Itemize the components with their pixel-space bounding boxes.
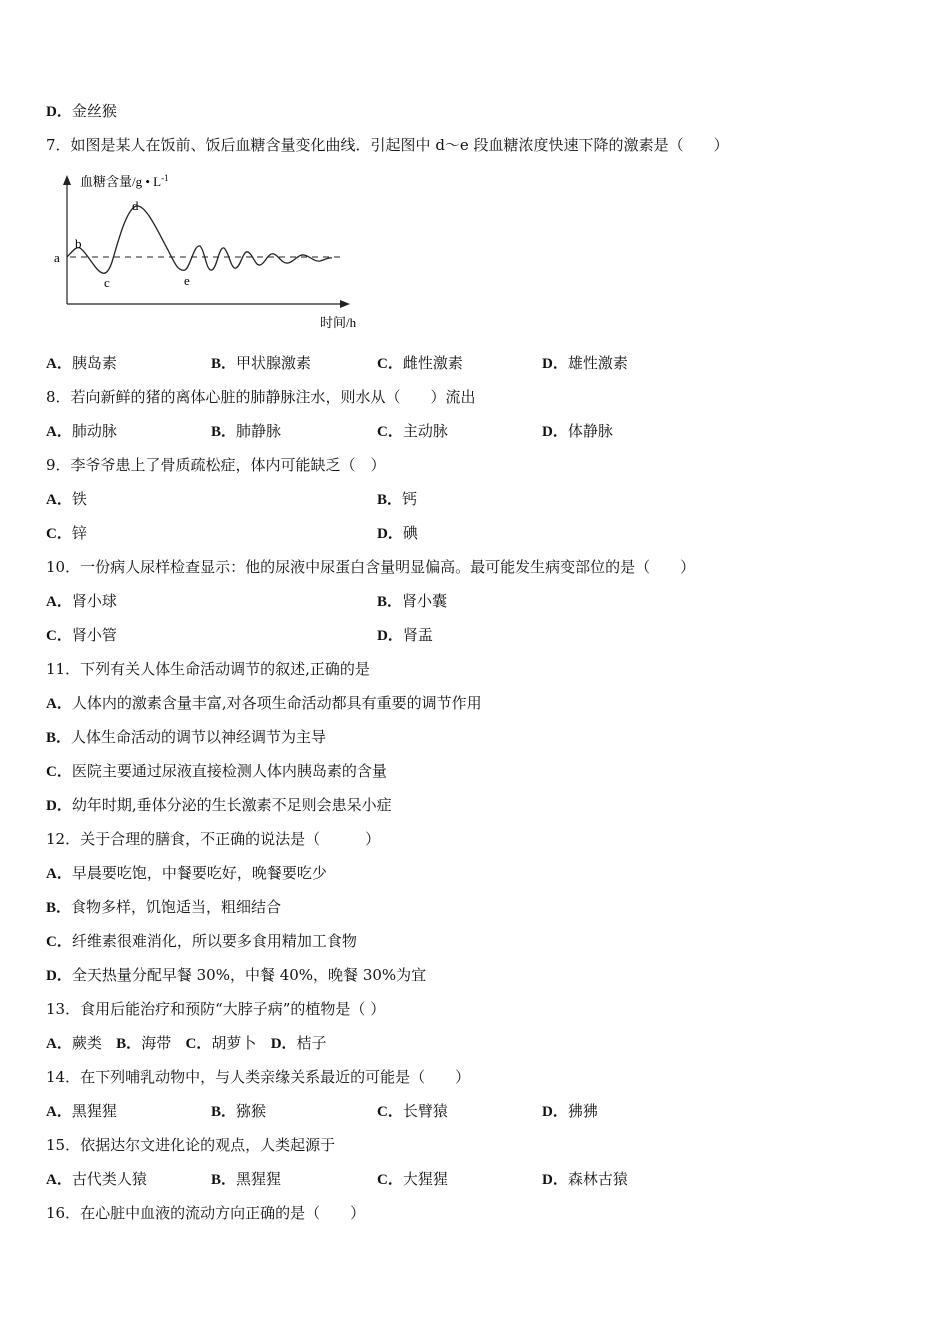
option-label: D． (270, 1036, 297, 1052)
option-text: 纤维素很难消化，所以要多食用精加工食物 (71, 932, 357, 950)
q7-stem: 7．如图是某人在饭前、饭后血糖含量变化曲线．引起图中 d～e 段血糖浓度快速下降的激素是（ ） (46, 136, 729, 154)
q9-option-b (377, 489, 417, 510)
q8-option-c (377, 421, 448, 442)
option-text: 肾小囊 (402, 592, 448, 610)
option-text: 海带 (141, 1034, 172, 1052)
option-label: A． (46, 696, 72, 712)
option-label: D． (542, 424, 568, 440)
option-label: A． (46, 492, 72, 508)
q11-option-b (46, 727, 326, 748)
option-label: A． (46, 424, 72, 440)
q10-option-d (377, 625, 433, 646)
option-label: B． (46, 900, 72, 916)
q13-options (46, 1033, 327, 1054)
point-label-d: d (132, 198, 139, 213)
option-text: 食物多样，饥饱适当，粗细结合 (71, 898, 282, 916)
option-label: A． (46, 594, 72, 610)
option-label: C． (46, 628, 72, 644)
x-axis-label: 时间/h (320, 315, 357, 330)
q9-option-c (46, 523, 87, 544)
q14-stem: 14．在下列哺乳动物中，与人类亲缘关系最近的可能是（ ） (46, 1068, 471, 1086)
q10-stem: 10．一份病人尿样检查显示：他的尿液中尿蛋白含量明显偏高。最可能发生病变部位的是（ ） (46, 558, 696, 576)
option-text: 森林古猿 (567, 1170, 628, 1188)
q12-option-d (46, 965, 426, 986)
option-text: 体静脉 (567, 422, 613, 440)
option-text: 蕨类 (71, 1034, 102, 1052)
option-text: 主动脉 (402, 422, 448, 440)
option-label: A． (46, 866, 72, 882)
option-label: B． (211, 424, 237, 440)
q8-option-b (211, 421, 281, 442)
q8-option-a (46, 421, 117, 442)
y-axis-label (80, 173, 169, 189)
q12-option-c (46, 931, 357, 952)
q11-option-d (46, 795, 392, 816)
option-label: A． (46, 356, 72, 372)
option-text: 狒狒 (567, 1102, 598, 1120)
y-axis-arrow (63, 175, 71, 185)
q15-stem: 15．依据达尔文进化论的观点，人类起源于 (46, 1136, 336, 1154)
option-label: A． (46, 1104, 72, 1120)
option-text: 碘 (402, 524, 418, 542)
option-label: D． (542, 356, 568, 372)
option-text: 金丝猴 (71, 102, 117, 120)
q15-option-d (542, 1169, 628, 1190)
point-label-c: c (104, 275, 110, 290)
option-text: 猕猴 (236, 1102, 267, 1120)
q9-option-d (377, 523, 418, 544)
option-text: 锌 (71, 524, 87, 542)
option-label: B． (377, 492, 403, 508)
y-axis-label-text: 血糖含量/g • L (80, 174, 162, 189)
option-text: 大猩猩 (402, 1170, 448, 1188)
point-label-a: a (54, 250, 60, 265)
option-label: B． (46, 730, 72, 746)
option-text: 肾小球 (71, 592, 117, 610)
option-text: 肺静脉 (236, 422, 282, 440)
option-text: 全天热量分配早餐 30%，中餐 40%，晚餐 30%为宜 (71, 966, 427, 984)
q15-option-a (46, 1169, 147, 1190)
option-label: A． (46, 1172, 72, 1188)
q14-option-c (377, 1101, 448, 1122)
q14-option-d (542, 1101, 598, 1122)
option-text: 人体内的激素含量丰富,对各项生命活动都具有重要的调节作用 (71, 694, 482, 712)
q10-option-a (46, 591, 117, 612)
q7-option-d (542, 353, 628, 374)
option-label: C． (46, 526, 72, 542)
q8-option-d (542, 421, 613, 442)
option-text: 人体生命活动的调节以神经调节为主导 (71, 728, 327, 746)
blood-sugar-curve (67, 206, 332, 273)
x-axis-arrow (340, 300, 350, 308)
option-label: C． (46, 934, 72, 950)
option-label: B． (211, 1172, 237, 1188)
option-label: D． (46, 798, 72, 814)
option-text: 铁 (71, 490, 87, 508)
q12-option-b (46, 897, 281, 918)
q12-stem: 12．关于合理的膳食，不正确的说法是（ ） (46, 830, 381, 848)
q11-option-a (46, 693, 482, 714)
q14-option-b (211, 1101, 266, 1122)
y-axis-label-sup: -1 (161, 173, 169, 183)
option-text: 雌性激素 (402, 354, 463, 372)
option-text: 肺动脉 (71, 422, 117, 440)
option-label: D． (542, 1172, 568, 1188)
option-label: C． (377, 424, 403, 440)
q6-option-d (46, 101, 117, 122)
q10-option-b (377, 591, 447, 612)
option-label: B． (211, 1104, 237, 1120)
q13-stem: 13．食用后能治疗和预防“大脖子病”的植物是（ ） (46, 1000, 386, 1018)
q8-stem: 8．若向新鲜的猪的离体心脏的肺静脉注水，则水从（ ）流出 (46, 388, 476, 406)
option-text: 长臂猿 (402, 1102, 448, 1120)
option-text: 幼年时期,垂体分泌的生长激素不足则会患呆小症 (71, 796, 392, 814)
point-label-b: b (75, 236, 82, 251)
option-text: 桔子 (296, 1034, 327, 1052)
q15-option-c (377, 1169, 448, 1190)
q11-stem: 11．下列有关人体生命活动调节的叙述,正确的是 (46, 660, 370, 678)
option-label: D． (46, 104, 72, 120)
option-text: 医院主要通过尿液直接检测人体内胰岛素的含量 (71, 762, 387, 780)
option-text: 肾盂 (402, 626, 433, 644)
q15-option-b (211, 1169, 281, 1190)
option-label: B． (116, 1036, 142, 1052)
option-label: C． (377, 1104, 403, 1120)
option-label: C． (185, 1036, 212, 1052)
option-label: C． (46, 764, 72, 780)
q12-option-a (46, 863, 327, 884)
option-label: D． (377, 628, 403, 644)
option-label: D． (377, 526, 403, 542)
option-label: A． (46, 1036, 72, 1052)
q7-option-b (211, 353, 311, 374)
option-text: 黑猩猩 (71, 1102, 117, 1120)
option-label: C． (377, 356, 403, 372)
point-label-e: e (184, 273, 190, 288)
option-text: 早晨要吃饱，中餐要吃好，晚餐要吃少 (71, 864, 327, 882)
q9-option-a (46, 489, 87, 510)
option-label: B． (211, 356, 237, 372)
q7-option-c (377, 353, 463, 374)
option-text: 胡萝卜 (211, 1034, 257, 1052)
option-text: 黑猩猩 (236, 1170, 282, 1188)
q9-stem: 9．李爷爷患上了骨质疏松症，体内可能缺乏（ ） (46, 456, 386, 474)
option-text: 肾小管 (71, 626, 117, 644)
blood-sugar-graph (48, 170, 368, 335)
q11-option-c (46, 761, 387, 782)
option-text: 古代类人猿 (71, 1170, 147, 1188)
q10-option-c (46, 625, 117, 646)
q7-option-a (46, 353, 117, 374)
q14-option-a (46, 1101, 117, 1122)
option-text: 雄性激素 (567, 354, 628, 372)
option-text: 钙 (402, 490, 418, 508)
q16-stem: 16．在心脏中血液的流动方向正确的是（ ） (46, 1204, 366, 1222)
option-label: D． (542, 1104, 568, 1120)
option-label: D． (46, 968, 72, 984)
option-text: 胰岛素 (71, 354, 117, 372)
option-text: 甲状腺激素 (236, 354, 312, 372)
option-label: B． (377, 594, 403, 610)
option-label: C． (377, 1172, 403, 1188)
